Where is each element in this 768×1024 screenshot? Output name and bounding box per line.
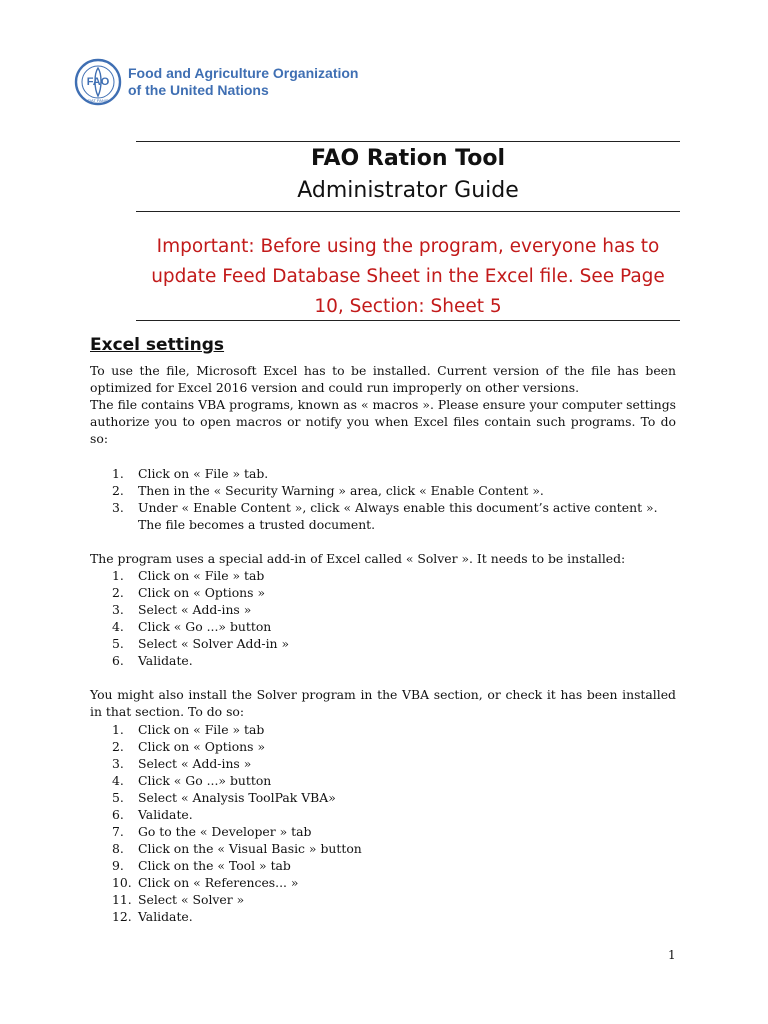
list-item: 1. Click on « File » tab: [112, 568, 265, 583]
document-title: FAO Ration Tool: [310, 146, 506, 171]
important-line-3: 10, Section: Sheet 5: [314, 296, 502, 317]
important-line-2: update Feed Database Sheet in the Excel file. See Page: [151, 266, 665, 287]
list-item: 3. Under « Enable Content », click « Always enable this document’s active content ». The file becomes a trusted document.: [112, 500, 658, 532]
solver-steps-list: [90, 567, 680, 669]
list-item: 1. Click on « File » tab: [112, 722, 265, 737]
list-item: 4. Click « Go ...» button: [112, 773, 272, 788]
important-line-1: Important: Before using the program, everyone has to: [156, 236, 660, 257]
list-item: 8. Click on the « Visual Basic » button: [112, 841, 362, 856]
list-item: 2. Click on « Options »: [112, 739, 266, 754]
list-item: 1. Click on « File » tab.: [112, 466, 269, 481]
important-bottom-rule: [136, 320, 680, 321]
document-subtitle: Administrator Guide: [297, 178, 519, 203]
list-item: 5. Select « Analysis ToolPak VBA»: [112, 790, 336, 805]
list-item: 4. Click « Go ...» button: [112, 619, 272, 634]
page-number: 1: [668, 948, 676, 962]
list-item: 10. Click on « References... »: [112, 875, 299, 890]
fao-emblem-icon: [74, 58, 122, 106]
title-top-rule: [136, 141, 680, 142]
list-item: 7. Go to the « Developer » tab: [112, 824, 312, 839]
list-item: 5. Select « Solver Add-in »: [112, 636, 290, 651]
list-item: 3. Select « Add-ins »: [112, 756, 252, 771]
macro-steps-list: [90, 465, 680, 533]
list-item: 6. Validate.: [112, 807, 193, 822]
title-bottom-rule: [136, 211, 680, 212]
paragraph-solver: The program uses a special add-in of Excel called « Solver ». It needs to be installed:: [90, 551, 626, 566]
paragraph-vba-solver: You might also install the Solver program in the VBA section, or check it has been installed in that section. To do so:: [90, 687, 676, 719]
logo-line-1: Food and Agriculture Organization: [128, 65, 359, 81]
logo-line-2: of the United Nations: [128, 82, 269, 98]
list-item: 2. Click on « Options »: [112, 585, 266, 600]
important-notice: [136, 232, 680, 322]
fao-logo: [74, 58, 358, 106]
list-item: 9. Click on the « Tool » tab: [112, 858, 291, 873]
svg-text:FIAT PANIS: FIAT PANIS: [87, 98, 109, 103]
vba-steps-list: [90, 721, 680, 925]
list-item: 3. Select « Add-ins »: [112, 602, 252, 617]
section-heading-excel-settings: Excel settings: [90, 335, 225, 355]
list-item: 2. Then in the « Security Warning » area, click « Enable Content ».: [112, 483, 544, 498]
paragraph-excel-install: To use the file, Microsoft Excel has to be installed. Current version of the file has been optimized for Excel 2016 version and could run improperly on other versions.: [90, 363, 676, 395]
fao-logo-text: [128, 65, 358, 99]
list-item: 11. Select « Solver »: [112, 892, 245, 907]
list-item: 6. Validate.: [112, 653, 193, 668]
paragraph-macros: The file contains VBA programs, known as « macros ». Please ensure your computer settings authorize you to open macros or notify you when Excel files contain such programs. To do so:: [90, 397, 676, 446]
list-item: 12. Validate.: [112, 909, 193, 924]
svg-text:FAO: FAO: [86, 76, 110, 88]
